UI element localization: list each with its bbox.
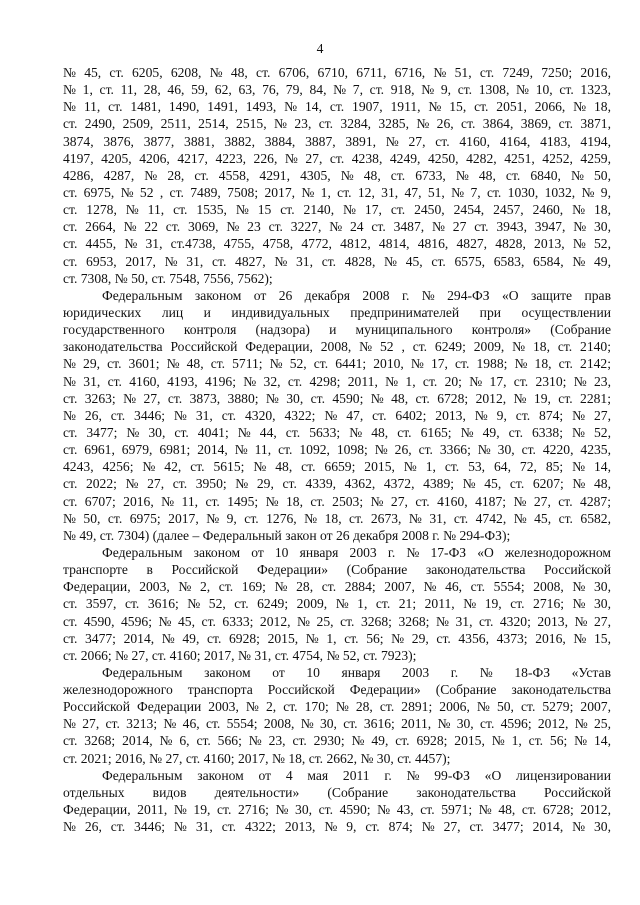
text-line: 4243, 4256; № 42, ст. 5615; № 48, ст. 6659; 2015, № 1, ст. 53, 64, 72, 85; № 14, xyxy=(63,459,611,475)
text-line: № 11, ст. 1481, 1490, 1491, 1493, № 14, ст. 1907, 1911, № 15, ст. 2051, 2066, № 18, xyxy=(63,99,611,115)
text-line: ст. 7308, № 50, ст. 7548, 7556, 7562); xyxy=(63,270,273,286)
text-line: железнодорожного транспорта Российской Федерации» (Собрание законодательства xyxy=(63,682,611,698)
text-line: Федерации, 2003, № 2, ст. 169; № 28, ст. 2884; 2007, № 46, ст. 5554; 2008, № 30, xyxy=(63,579,611,595)
paragraph-p1 xyxy=(63,64,611,287)
text-line: ст. 2490, 2509, 2511, 2514, 2515, № 23, ст. 3284, 3285, № 26, ст. 3864, 3869, ст. 3871, xyxy=(63,116,611,132)
text-line: ст. 6953, 2017, № 31, ст. 4827, № 31, ст. 4828, № 45, ст. 6575, 6583, 6584, № 49, xyxy=(63,253,611,269)
text-line: Федеральным законом от 26 декабря 2008 г. № 294-ФЗ «О защите прав xyxy=(102,287,611,303)
text-line: № 26, ст. 3446; № 31, ст. 4320, 4322; № 47, ст. 6402; 2013, № 9, ст. 874; № 27, xyxy=(63,407,612,423)
text-line: законодательства Российской Федерации, 2008, № 52 , ст. 6249; 2009, № 18, ст. 2140; xyxy=(63,339,611,355)
text-line: № 29, ст. 3601; № 48, ст. 5711; № 52, ст. 6441; 2010, № 17, ст. 1988; № 18, ст. 2142; xyxy=(63,356,611,372)
text-line: ст. 6707; 2016, № 11, ст. 1495; № 18, ст. 2503; № 27, ст. 4160, 4187; № 27, ст. 4287; xyxy=(63,493,611,509)
text-line: ст. 3477; 2014, № 49, ст. 6928; 2015, № 1, ст. 56; № 29, ст. 4356, 4373; 2016, № 15, xyxy=(63,630,611,646)
text-line: № 49, ст. 7304) (далее – Федеральный закон от 26 декабря 2008 г. № 294-ФЗ); xyxy=(63,527,511,543)
text-line: № 31, ст. 4160, 4193, 4196; № 32, ст. 4298; 2011, № 1, ст. 20; № 17, ст. 2310; № 23, xyxy=(63,373,611,389)
text-line: ст. 3263; № 27, ст. 3873, 3880; № 30, ст. 4590; № 48, ст. 6728; 2012, № 19, ст. 2281; xyxy=(63,390,611,406)
text-line: ст. 4455, № 31, ст.4738, 4755, 4758, 4772, 4812, 4814, 4816, 4827, 4828, 2013, № 52, xyxy=(63,236,612,252)
page-number: 4 xyxy=(316,41,324,56)
text-line: ст. 1278, № 11, ст. 1535, № 15 ст. 2140, № 17, ст. 2450, 2454, 2457, 2460, № 18, xyxy=(63,202,611,218)
text-line: № 45, ст. 6205, 6208, № 48, ст. 6706, 6710, 6711, 6716, № 51, ст. 7249, 7250; 2016, xyxy=(63,65,612,80)
text-line: 3874, 3876, 3877, 3881, 3882, 3884, 3887, 3891, № 27, ст. 4160, 4164, 4183, 4194, xyxy=(63,133,612,149)
text-line: № 1, ст. 11, 28, 46, 59, 62, 63, 76, 79, 84, № 7, ст. 918, № 9, ст. 1308, № 10, ст. 1323, xyxy=(63,82,611,98)
paragraph-p5 xyxy=(63,767,611,836)
text-line: № 26, ст. 3446; № 31, ст. 4322; 2013, № 9, ст. 874; № 27, ст. 3477; 2014, № 30, xyxy=(63,819,612,835)
text-line: 4286, 4287, № 28, ст. 4558, 4291, 4305, № 48, ст. 6733, № 48, ст. 6840, № 50, xyxy=(63,167,611,183)
text-line: ст. 2066; № 27, ст. 4160; 2017, № 31, ст. 4754, № 52, ст. 7923); xyxy=(63,647,417,663)
paragraph-p3 xyxy=(63,544,611,664)
text-line: юридических лиц и индивидуальных предпринимателей при осуществлении xyxy=(63,304,612,320)
text-line: ст. 3477; № 30, ст. 4041; № 44, ст. 5633; № 48, ст. 6165; № 49, ст. 6338; № 52, xyxy=(63,424,611,440)
text-line: Российской Федерации 2003, № 2, ст. 170; № 28, ст. 2891; 2006, № 50, ст. 5279; 2007, xyxy=(63,699,611,715)
text-line: Федеральным законом от 10 января 2003 г. № 18-ФЗ «Устав xyxy=(102,664,611,680)
text-line: 4197, 4205, 4206, 4217, 4223, 226, № 27, ст. 4238, 4249, 4250, 4282, 4251, 4252, 4259, xyxy=(63,150,611,166)
text-line: ст. 6961, 6979, 6981; 2014, № 11, ст. 1092, 1098; № 26, ст. 3366; № 30, ст. 4220, 4235, xyxy=(63,442,611,458)
text-line: отдельных видов деятельности» (Собрание законодательства Российской xyxy=(63,784,611,800)
text-line: № 50, ст. 6975; 2017, № 9, ст. 1276, № 18, ст. 2673, № 31, ст. 4742, № 45, ст. 6582, xyxy=(63,510,611,526)
text-line: Федеральным законом от 10 января 2003 г. № 17-ФЗ «О железнодорожном xyxy=(102,544,611,560)
text-line: ст. 6975, № 52 , ст. 7489, 7508; 2017, № 1, ст. 12, 31, 47, 51, № 7, ст. 1030, 1032, № 9, xyxy=(63,184,611,200)
paragraph-p2 xyxy=(63,287,611,544)
text-line: государственного контроля (надзора) и муниципального контроля» (Собрание xyxy=(63,322,611,338)
document-body xyxy=(63,64,611,835)
text-line: ст. 2021; 2016, № 27, ст. 4160; 2017, № 18, ст. 2662, № 30, ст. 4457); xyxy=(63,750,451,766)
text-line: транспорте в Российской Федерации» (Собрание законодательства Российской xyxy=(63,562,611,578)
text-line: № 27, ст. 3213; № 46, ст. 5554; 2008, № 30, ст. 3616; 2011, № 30, ст. 4596; 2012, № 25, xyxy=(63,716,611,732)
text-line: ст. 2022; № 27, ст. 3950; № 29, ст. 4339, 4362, 4372, 4389; № 45, ст. 6207; № 48, xyxy=(63,476,611,492)
text-line: Федеральным законом от 4 мая 2011 г. № 99-ФЗ «О лицензировании xyxy=(102,767,611,783)
text-line: ст. 4590, 4596; № 45, ст. 6333; 2012, № 25, ст. 3268; 3268; № 31, ст. 4320; 2013, № 27, xyxy=(63,613,612,629)
text-line: ст. 3268; 2014, № 6, ст. 566; № 23, ст. 2930; № 49, ст. 6928; 2015, № 1, ст. 56; № 14, xyxy=(63,733,611,749)
text-line: ст. 2664, № 22 ст. 3069, № 23 ст. 3227, № 24 ст. 3487, № 27 ст. 3943, 3947, № 30, xyxy=(63,219,611,235)
text-line: ст. 3597, ст. 3616; № 52, ст. 6249; 2009, № 1, ст. 21; 2011, № 19, ст. 2716; № 30, xyxy=(63,596,611,612)
text-line: Федерации, 2011, № 19, ст. 2716; № 30, ст. 4590; № 43, ст. 5971; № 48, ст. 6728; 2012, xyxy=(63,802,611,818)
paragraph-p4 xyxy=(63,664,611,767)
